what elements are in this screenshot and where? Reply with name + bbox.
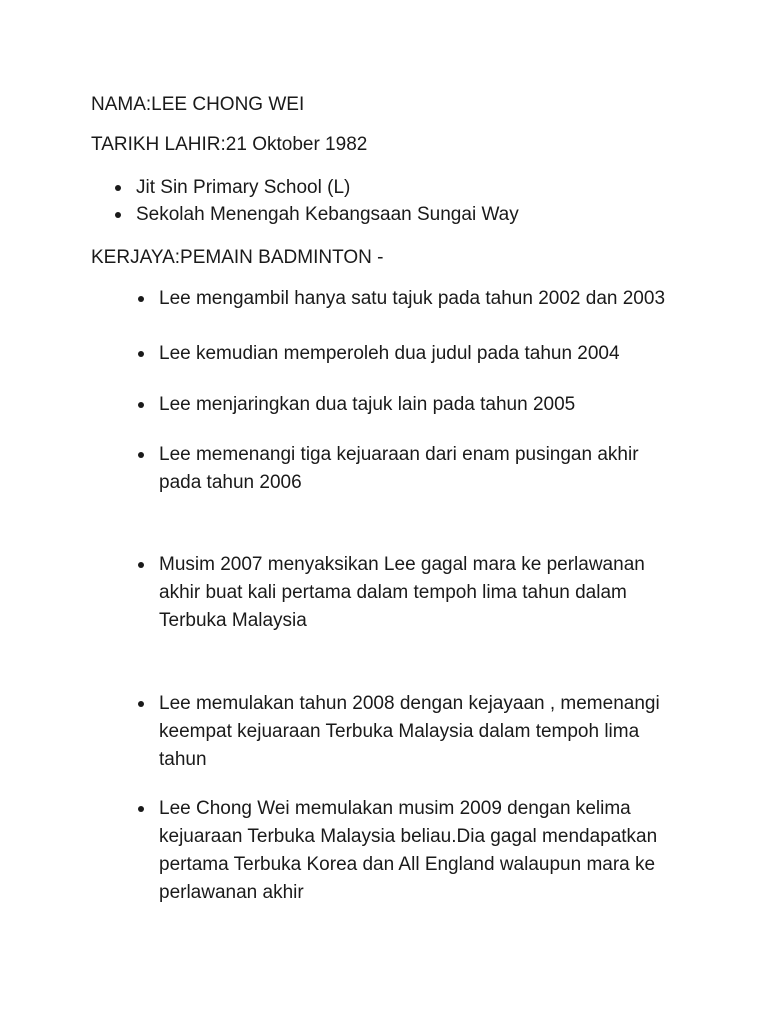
list-item-text: Lee memenangi tiga kejuaraan dari enam pusingan akhir pada tahun 2006 (159, 444, 639, 493)
list-item (159, 795, 679, 907)
list-item (159, 391, 679, 419)
list-item-text: Musim 2007 menyaksikan Lee gagal mara ke perlawanan akhir buat kali pertama dalam tempoh lima tahun dalam Terbuka Malaysia (159, 554, 645, 631)
bullet-icon (138, 562, 144, 568)
bullet-icon (138, 806, 144, 812)
list-item-text: Sekolah Menengah Kebangsaan Sungai Way (136, 204, 519, 225)
list-item (136, 201, 519, 229)
list-item-text: Jit Sin Primary School (L) (136, 177, 351, 198)
list-item (159, 285, 679, 313)
list-item-text: Lee Chong Wei memulakan musim 2009 dengan kelima kejuaraan Terbuka Malaysia beliau.Dia gagal mendapatkan pertama Terbuka Korea dan All England walaupun mara ke perlawanan akhir (159, 798, 658, 903)
list-item (159, 551, 679, 635)
list-item-text: Lee mengambil hanya satu tajuk pada tahun 2002 dan 2003 (159, 288, 666, 309)
name-line: NAMA:LEE CHONG WEI (91, 94, 305, 115)
bullet-icon (138, 351, 144, 357)
bullet-icon (138, 701, 144, 707)
bullet-icon (138, 402, 144, 408)
bullet-icon (138, 296, 144, 302)
career-heading: KERJAYA:PEMAIN BADMINTON - (91, 247, 384, 268)
bullet-icon (138, 452, 144, 458)
list-item-text: Lee kemudian memperoleh dua judul pada tahun 2004 (159, 343, 620, 364)
list-item-text: Lee menjaringkan dua tajuk lain pada tahun 2005 (159, 394, 576, 415)
bullet-icon (115, 185, 121, 191)
birth-date-line: TARIKH LAHIR:21 Oktober 1982 (91, 134, 368, 155)
list-item-text: Lee memulakan tahun 2008 dengan kejayaan , memenangi keempat kejuaraan Terbuka Malaysia dalam tempoh lima tahun (159, 693, 660, 770)
bullet-icon (115, 212, 121, 218)
list-item (159, 340, 679, 368)
list-item (159, 690, 679, 774)
list-item (159, 441, 679, 497)
list-item (136, 174, 350, 202)
